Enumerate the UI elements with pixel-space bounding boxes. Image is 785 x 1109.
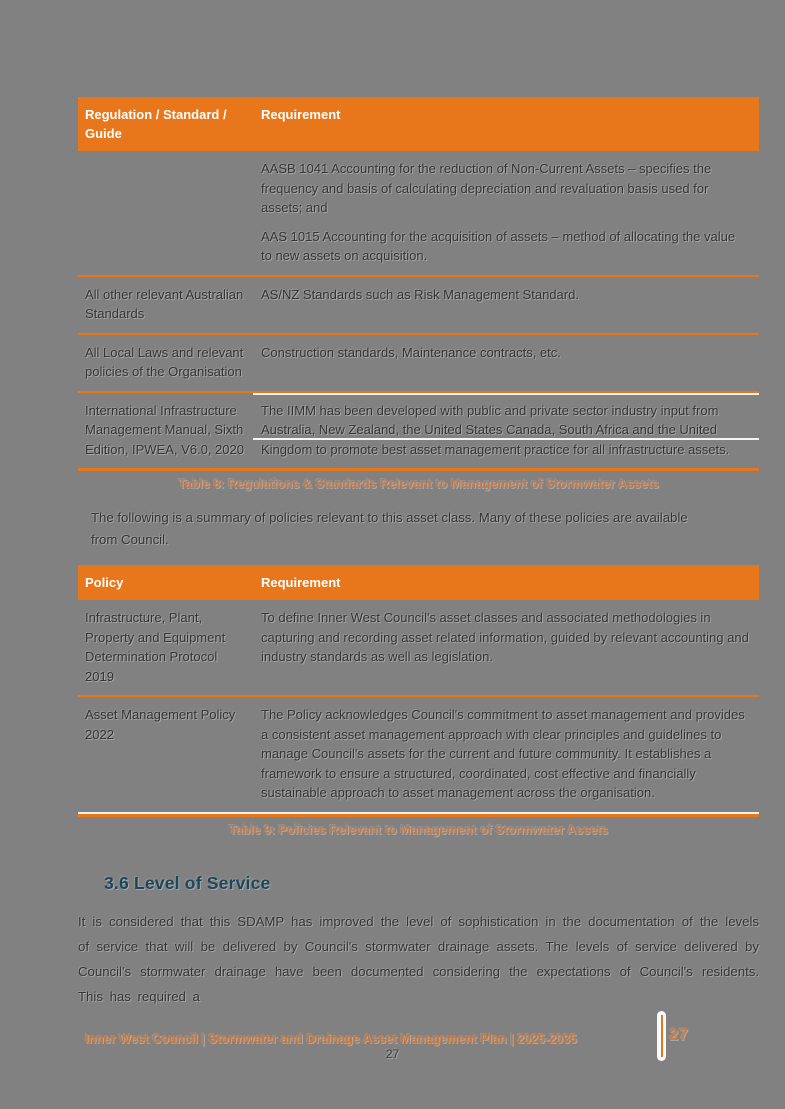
requirement-paragraph: AASB 1041 Accounting for the reduction of Non-Current Assets – specifies the frequency and basis of calculating depreciation and revaluation basis used for assets; and — [261, 161, 712, 215]
table-row — [78, 151, 759, 275]
header-cell-regulation: Regulation / Standard / Guide — [85, 107, 227, 141]
policy-cell: Asset Management Policy 2022 — [85, 707, 236, 742]
section-heading: 3.6 Level of Service — [104, 872, 271, 893]
requirement-cell: The Policy acknowledges Council's commitment to asset management and provides a consistent asset management approach with clear principles and guidelines to manage Council's assets for the current and future community. It establishes a framework to ensure a structured, coordinated, cost effective and financially sustainable approach to asset management across the organisation. — [261, 707, 745, 800]
table-row — [78, 333, 759, 391]
table-body — [78, 600, 759, 817]
footer-title: Inner West Council | Stormwater and Drainage Asset Management Plan | 2025-2035 — [85, 1032, 577, 1046]
table-row — [78, 600, 759, 695]
requirement-paragraph: AAS 1015 Accounting for the acquisition of assets – method of allocating the value to new assets on acquisition. — [261, 228, 736, 263]
guide-cell: All Local Laws and relevant policies of the Organisation — [85, 344, 244, 379]
regulations-standards-table — [78, 97, 759, 491]
guide-cell: All other relevant Australian Standards — [85, 286, 244, 321]
table-row — [78, 391, 759, 469]
intro-paragraph: The following is a summary of policies relevant to this asset class. Many of these policies are available from Council. — [91, 510, 688, 547]
center-page-number: 27 — [385, 1047, 400, 1061]
requirement-cell: The IIMM has been developed with public and private sector industry input from Australia, New Zealand, the United States Canada, South Africa and the United Kingdom to promote best asset management practice for all infrastructure assets. — [255, 393, 759, 469]
header-cell-requirement: Requirement — [261, 107, 341, 122]
table-caption: Table 8: Regulations & Standards Relevant to Management of Stormwater Assets — [178, 477, 659, 491]
policy-cell: Infrastructure, Plant, Property and Equipment Determination Protocol 2019 — [85, 610, 226, 684]
header-cell-requirement: Requirement — [261, 575, 341, 590]
requirement-cell: Construction standards, Maintenance contracts, etc. — [261, 344, 561, 360]
guide-cell: International Infrastructure Management Manual, Sixth Edition, IPWEA, V6.0, 2020 — [85, 402, 244, 457]
table-header-row — [78, 97, 759, 151]
section-paragraph: It is considered that this SDAMP has improved the level of sophistication in the documentation of the levels of service that will be delivered by Council's stormwater drainage assets. The levels of service delivered by Council's stormwater drainage have been documented considering the expectations of Council's residents. This has required a — [78, 913, 759, 1004]
requirement-cell: To define Inner West Council's asset classes and associated methodologies in capturing and recording asset related information, guided by relevant accounting and industry standards as well as legislation. — [261, 610, 749, 664]
requirement-cell: AS/NZ Standards such as Risk Management Standard. — [261, 286, 579, 302]
table-row — [78, 695, 759, 814]
header-cell-policy: Policy — [85, 575, 124, 590]
requirement-cell — [255, 151, 759, 275]
table-body — [78, 151, 759, 471]
table-row — [78, 275, 759, 333]
table-caption: Table 9: Policies Relevant to Management of Stormwater Assets — [228, 822, 609, 837]
table-header-row — [78, 565, 759, 600]
footer-page-number: 27 — [669, 1025, 688, 1044]
page-content — [78, 97, 759, 1009]
policies-table — [78, 565, 759, 837]
guide-cell — [78, 151, 255, 275]
